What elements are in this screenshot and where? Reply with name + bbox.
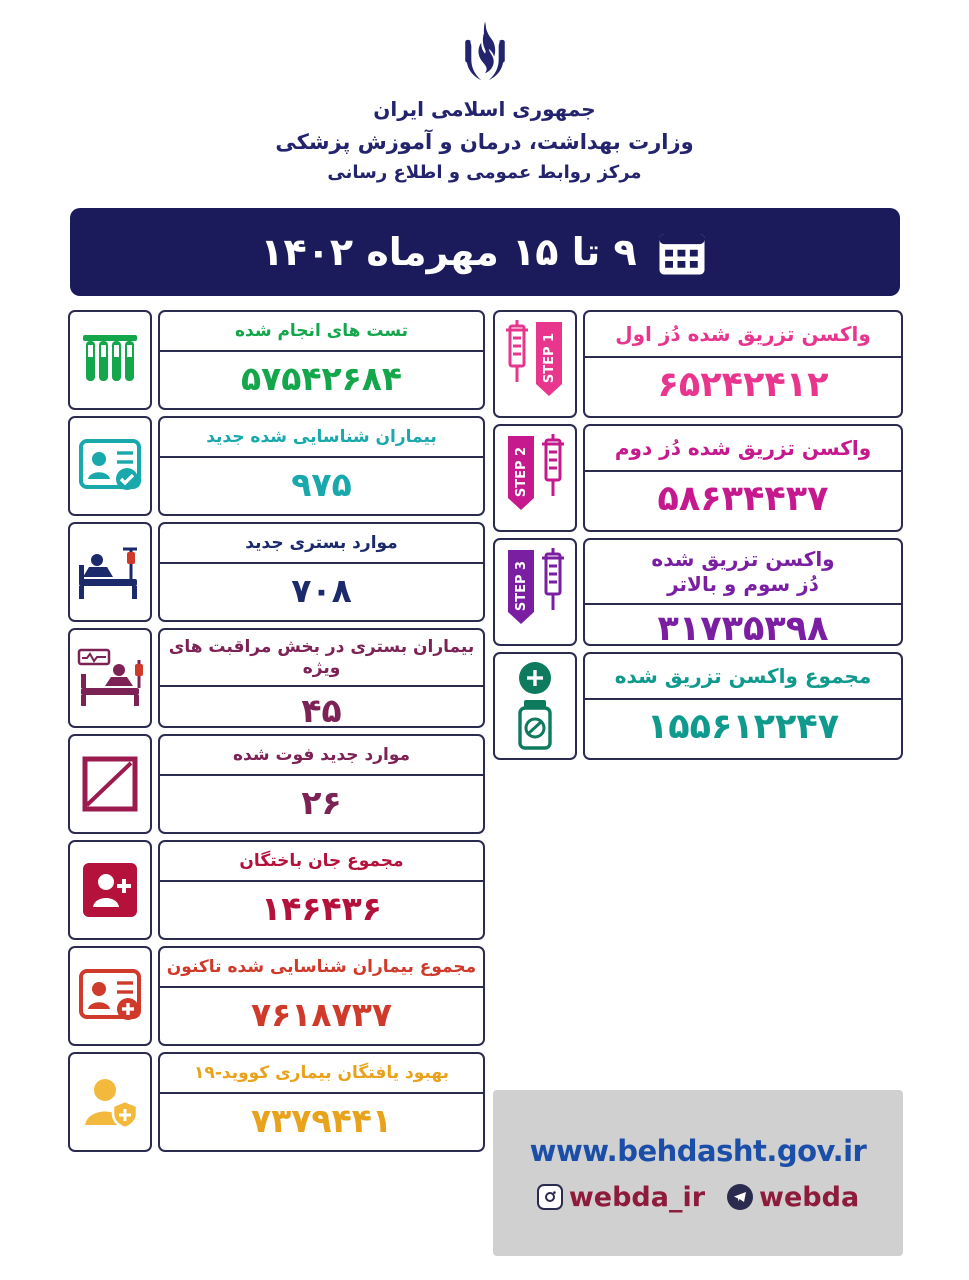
stats-row-new-cases (68, 416, 485, 516)
instagram-icon (537, 1184, 563, 1210)
new-deaths-iconbox (68, 734, 152, 834)
test-tubes-icon (77, 329, 143, 391)
header-line-3: مرکز روابط عمومی و اطلاع رسانی (327, 162, 642, 184)
stats-row-new-deaths (68, 734, 485, 834)
vaccine-dose1-cell (583, 310, 903, 418)
vaccine-total-label: مجموع واکسن تزریق شده (585, 654, 901, 700)
total-cases-cell (158, 946, 485, 1046)
vaccine-row-dose1 (493, 310, 903, 418)
id-card-plus-icon (77, 967, 143, 1025)
vaccine-dose2-label: واکسن تزریق شده دُز دوم (585, 426, 901, 472)
new-hospitalized-value: ۷۰۸ (291, 570, 352, 610)
id-card-check-icon (77, 437, 143, 495)
vaccine-row-total (493, 652, 903, 760)
new-cases-iconbox (68, 416, 152, 516)
date-banner (70, 208, 900, 296)
vaccine-dose3-step-label: STEP 3 (514, 560, 529, 611)
social-links (537, 1182, 859, 1213)
new-deaths-value: ۲۶ (301, 782, 342, 822)
header-line-1: جمهوری اسلامی ایران (373, 97, 596, 121)
new-cases-value: ۹۷۵ (291, 464, 352, 504)
recovered-person-icon (79, 1073, 141, 1131)
instagram-link[interactable] (537, 1182, 705, 1213)
telegram-handle: webda (759, 1181, 860, 1213)
vaccine-dose1-iconbox (493, 310, 577, 418)
deceased-person-icon (79, 859, 141, 921)
vaccine-dose3-value: ۳۱۷۳۵۳۹۸ (657, 608, 829, 646)
total-deaths-value: ۱۴۶۴۳۶ (261, 888, 382, 928)
recovered-cell (158, 1052, 485, 1152)
icu-label: بیماران بستری در بخش مراقبت های ویژه (160, 630, 483, 688)
vaccine-dose3-label (585, 540, 901, 605)
stats-row-new-hospitalized (68, 522, 485, 622)
stats-column (68, 310, 485, 1158)
stats-row-recovered (68, 1052, 485, 1152)
icu-value: ۴۵ (301, 691, 342, 728)
telegram-link[interactable] (727, 1182, 859, 1213)
hospital-bed-icon (75, 543, 145, 601)
stats-row-icu (68, 628, 485, 728)
vaccine-column (493, 310, 903, 766)
tests-iconbox (68, 310, 152, 410)
new-deaths-cell (158, 734, 485, 834)
icu-bed-icon (75, 648, 145, 708)
vaccine-dose2-cell (583, 424, 903, 532)
vaccine-dose3-cell (583, 538, 903, 646)
icu-cell (158, 628, 485, 728)
vaccine-total-cell (583, 652, 903, 760)
main-grid (0, 310, 969, 1158)
stats-row-tests (68, 310, 485, 410)
recovered-iconbox (68, 1052, 152, 1152)
vaccine-total-iconbox (493, 652, 577, 760)
new-cases-cell (158, 416, 485, 516)
vaccine-dose1-label: واکسن تزریق شده دُز اول (585, 312, 901, 358)
vaccine-dose2-step-label: STEP 2 (514, 446, 529, 497)
icu-iconbox (68, 628, 152, 728)
total-deaths-iconbox (68, 840, 152, 940)
header (0, 0, 969, 186)
total-deaths-label: مجموع جان باختگان (160, 842, 483, 882)
tombstone-icon (79, 753, 141, 815)
calendar-icon (655, 225, 709, 279)
new-hospitalized-cell (158, 522, 485, 622)
vaccine-total-value: ۱۵۵۶۱۲۲۴۷ (646, 707, 840, 748)
contact-footer (493, 1090, 903, 1256)
total-cases-value: ۷۶۱۸۷۳۷ (251, 994, 392, 1034)
syringe-step3-icon (502, 544, 568, 640)
tests-value: ۵۷۵۴۲۶۸۴ (240, 358, 403, 398)
new-hospitalized-label: موارد بستری جدید (160, 524, 483, 564)
vaccine-vial-icon (504, 658, 566, 754)
iran-emblem-icon (447, 14, 523, 90)
stats-row-total-deaths (68, 840, 485, 940)
tests-cell (158, 310, 485, 410)
vaccine-row-dose3 (493, 538, 903, 646)
vaccine-dose3-iconbox (493, 538, 577, 646)
total-cases-label: مجموع بیماران شناسایی شده تاکنون (160, 948, 483, 988)
vaccine-dose3-label-line2: دُز سوم و بالاتر (667, 571, 819, 596)
vaccine-dose1-step-label: STEP 1 (542, 332, 557, 383)
vaccine-dose3-label-line1: واکسن تزریق شده (651, 546, 835, 571)
vaccine-dose2-iconbox (493, 424, 577, 532)
telegram-icon (727, 1184, 753, 1210)
tests-label: تست های انجام شده (160, 312, 483, 352)
vaccine-row-dose2 (493, 424, 903, 532)
new-deaths-label: موارد جدید فوت شده (160, 736, 483, 776)
stats-row-total-cases (68, 946, 485, 1046)
website-link[interactable]: www.behdasht.gov.ir (529, 1133, 867, 1168)
recovered-value: ۷۳۷۹۴۴۱ (251, 1100, 392, 1140)
header-line-2: وزارت بهداشت، درمان و آموزش پزشکی (275, 130, 694, 154)
recovered-label: بهبود یافتگان بیماری کووید-۱۹ (160, 1054, 483, 1094)
syringe-step2-icon (502, 430, 568, 526)
vaccine-dose1-value: ۶۵۲۴۲۴۱۲ (657, 365, 829, 406)
total-cases-iconbox (68, 946, 152, 1046)
vaccine-dose2-value: ۵۸۶۳۴۴۳۷ (657, 479, 829, 520)
total-deaths-cell (158, 840, 485, 940)
new-hospitalized-iconbox (68, 522, 152, 622)
date-text: ۹ تا ۱۵ مهرماه ۱۴۰۲ (260, 229, 637, 274)
new-cases-label: بیماران شناسایی شده جدید (160, 418, 483, 458)
instagram-handle: webda_ir (568, 1181, 706, 1213)
syringe-step1-icon (502, 316, 568, 412)
